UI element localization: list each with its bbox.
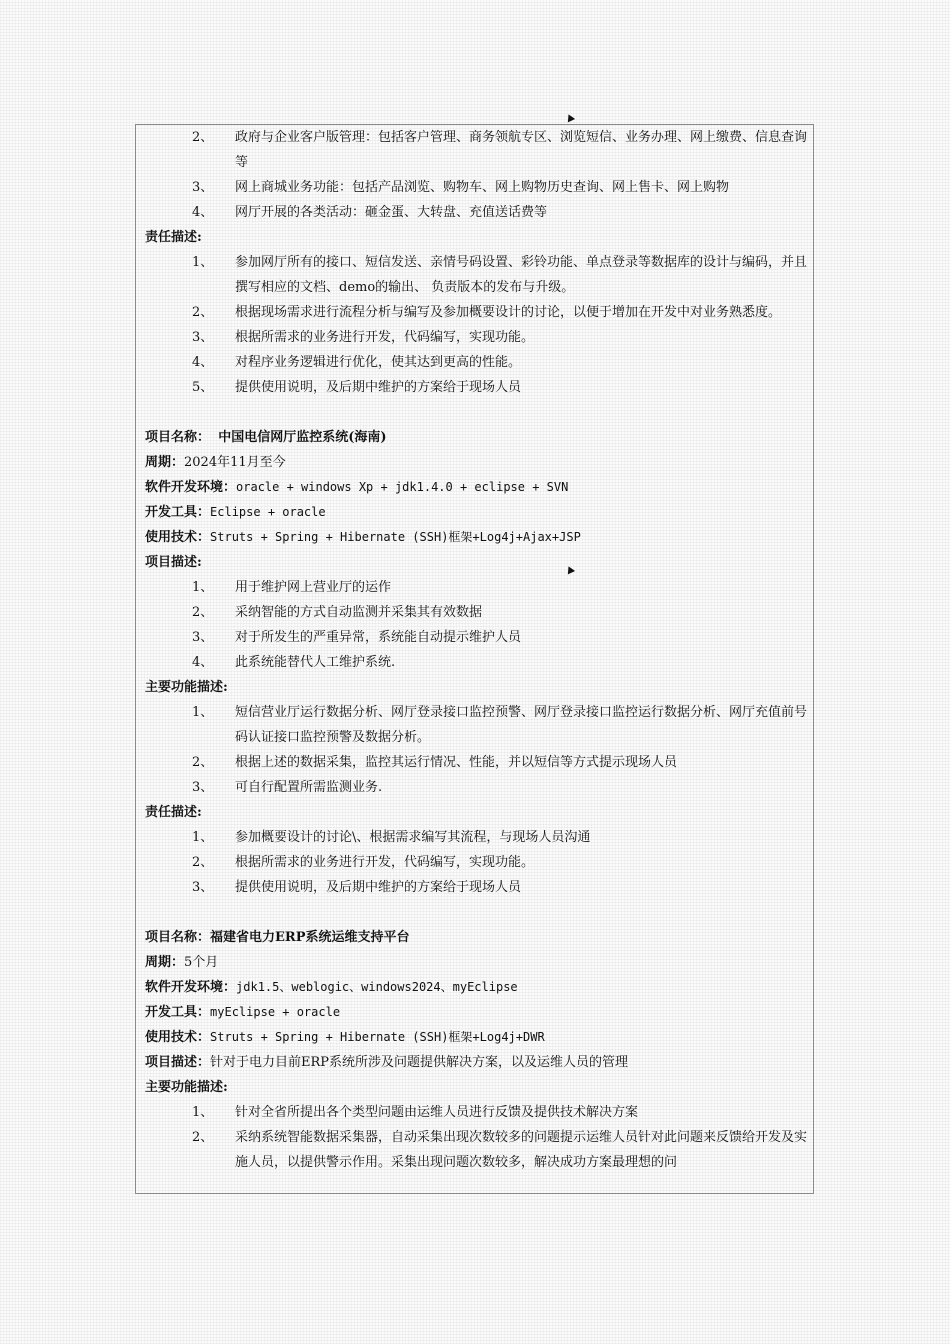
- technology-line: 使用技术：Struts + Spring + Hibernate (SSH)框架+Log4j+DWR: [145, 1030, 545, 1045]
- project-hainan: [145, 425, 807, 900]
- list-item: 5、 提供使用说明，及后期中维护的方案给于现场人员: [192, 380, 522, 395]
- list-item: 1、 用于维护网上营业厅的运作: [192, 580, 392, 595]
- prev-project-responsibilities: [145, 250, 807, 400]
- description-line: 项目描述：针对于电力目前ERP系统所涉及问题提供解决方案，以及运维人员的管理: [145, 1055, 629, 1070]
- list-item: 2、 根据上述的数据采集，监控其运行情况、性能，并以短信等方式提示现场人员: [192, 755, 678, 770]
- project-name-line: 项目名称：福建省电力ERP系统运维支持平台: [145, 930, 410, 945]
- list-item: 3、 可自行配置所需监测业务.: [192, 780, 383, 795]
- project-name-line: 项目名称： 中国电信网厅监控系统(海南): [145, 430, 387, 445]
- responsibility-heading: 责任描述:: [145, 230, 202, 245]
- list-item: 1、 短信营业厅运行数据分析、网厅登录接口监控预警、网厅登录接口监控运行数据分析、网厅充值前号码认证接口监控预警及数据分析。: [192, 705, 808, 745]
- cursor-marker-top: [565, 113, 575, 123]
- project-fujian: [145, 925, 807, 1175]
- technology-line: 使用技术：Struts + Spring + Hibernate (SSH)框架+Log4j+Ajax+JSP: [145, 530, 581, 545]
- environment-line: 软件开发环境：oracle + windows Xp + jdk1.4.0 + eclipse + SVN: [145, 480, 569, 495]
- resume-document: [145, 125, 807, 1175]
- list-item: 3、 网上商城业务功能：包括产品浏览、购物车、网上购物历史查询、网上售卡、网上购物: [192, 180, 730, 195]
- tools-line: 开发工具：Eclipse + oracle: [145, 505, 326, 520]
- list-item: 2、 采纳智能的方式自动监测并采集其有效数据: [192, 605, 483, 620]
- period-line: 周期：2024年11月至今: [145, 455, 286, 470]
- list-item: 4、 对程序业务逻辑进行优化，使其达到更高的性能。: [192, 355, 522, 370]
- tools-line: 开发工具：myEclipse + oracle: [145, 1005, 341, 1020]
- list-item: 1、 参加概要设计的讨论\、根据需求编写其流程，与现场人员沟通: [192, 830, 591, 845]
- period-line: 周期：5个月: [145, 955, 219, 970]
- list-item: 2、 根据所需求的业务进行开发，代码编写，实现功能。: [192, 855, 535, 870]
- list-item: 4、 网厅开展的各类活动：砸金蛋、大转盘、充值送话费等: [192, 205, 548, 220]
- description-heading: 项目描述:: [145, 555, 202, 570]
- list-item: 4、 此系统能替代人工维护系统.: [192, 655, 396, 670]
- list-item: 1、 参加网厅所有的接口、短信发送、亲情号码设置、彩铃功能、单点登录等数据库的设计与编码，并且撰写相应的文档、demo的输出、 负责版本的发布与升级。: [192, 255, 808, 295]
- responsibility-heading: 责任描述:: [145, 805, 202, 820]
- features-heading: 主要功能描述:: [145, 680, 228, 695]
- list-item: 1、 针对全省所提出各个类型问题由运维人员进行反馈及提供技术解决方案: [192, 1105, 639, 1120]
- features-heading: 主要功能描述:: [145, 1080, 228, 1095]
- list-item: 3、 提供使用说明，及后期中维护的方案给于现场人员: [192, 880, 522, 895]
- spacer: [145, 900, 807, 925]
- environment-line: 软件开发环境：jdk1.5、weblogic、windows2024、myEclipse: [145, 980, 518, 995]
- list-item: 2、 采纳系统智能数据采集器，自动采集出现次数较多的问题提示运维人员针对此问题来反馈给开发及实施人员，以提供警示作用。采集出现问题次数较多，解决成功方案最理想的问: [192, 1130, 808, 1170]
- list-item: 2、 政府与企业客户版管理：包括客户管理、商务领航专区、浏览短信、业务办理、网上缴费、信息查询等: [192, 130, 808, 170]
- prev-project-features: [145, 125, 807, 225]
- list-item: 3、 对于所发生的严重异常，系统能自动提示维护人员: [192, 630, 522, 645]
- resume-frame: [135, 124, 814, 1194]
- list-item: 2、 根据现场需求进行流程分析与编写及参加概要设计的讨论，以便于增加在开发中对业务熟悉度。: [192, 305, 782, 320]
- spacer: [145, 400, 807, 425]
- list-item: 3、 根据所需求的业务进行开发，代码编写，实现功能。: [192, 330, 535, 345]
